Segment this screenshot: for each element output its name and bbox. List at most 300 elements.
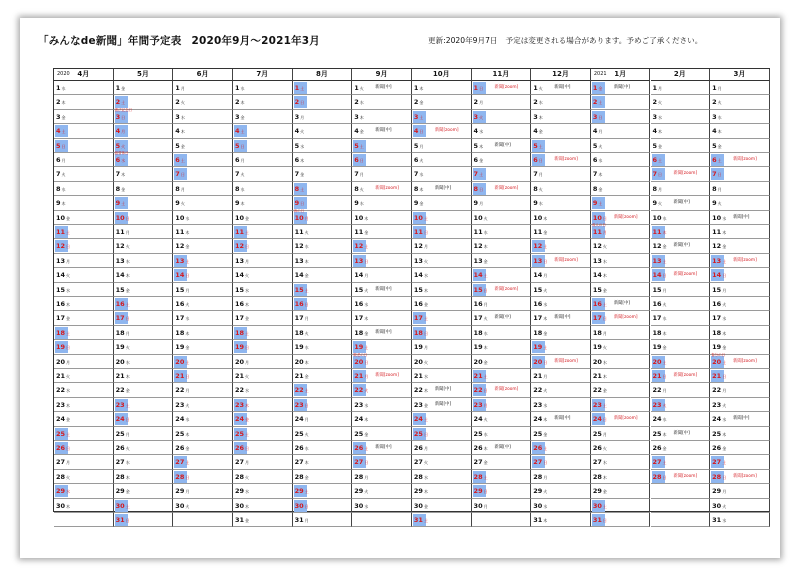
day-number: 7日 — [712, 170, 722, 179]
weekday-label: 日 — [66, 446, 71, 451]
weekday-label: 木 — [185, 431, 190, 437]
weekday-label: 月 — [244, 359, 249, 365]
holiday-name: 春分の日 — [711, 352, 726, 357]
day-number: 26土 — [354, 444, 369, 452]
weekday-label: 水 — [538, 201, 543, 207]
day-cell — [531, 355, 591, 369]
event-label: 新聞[中] — [554, 85, 571, 90]
weekday-label: 木 — [125, 374, 130, 379]
weekday-label: 金 — [304, 474, 309, 480]
weekday-label: 水 — [244, 489, 249, 495]
day-number: 18水 — [473, 328, 488, 337]
event-label: 新聞[zoom] — [673, 373, 698, 378]
holiday-name: 振替休日 — [114, 151, 129, 155]
weekday-label: 日 — [364, 460, 369, 466]
weekday-label: 水 — [185, 417, 190, 423]
weekday-label: 木 — [125, 474, 130, 480]
day-number: 14日 — [712, 271, 727, 280]
day-cell — [54, 239, 114, 253]
day-cell — [651, 139, 711, 153]
day-cell — [54, 441, 114, 455]
day-cell — [591, 513, 651, 527]
day-number: 12金 — [652, 242, 667, 251]
weekday-label: 日 — [364, 258, 369, 264]
weekday-label: 水 — [125, 359, 130, 365]
day-cell — [472, 513, 532, 527]
day-cell — [531, 110, 591, 124]
event-label: 新聞[zoom] — [733, 473, 757, 479]
weekday-label: 日 — [602, 518, 607, 523]
weekday-label: 日 — [423, 330, 428, 336]
weekday-label: 日 — [543, 258, 548, 264]
day-cell — [710, 254, 770, 268]
weekday-label: 日 — [244, 345, 249, 351]
day-number: 9火 — [652, 199, 663, 208]
day-number: 29土 — [294, 487, 309, 496]
day-number: 30火 — [175, 501, 190, 510]
day-cell — [352, 352, 412, 369]
day-number: 22水 — [56, 386, 71, 395]
day-number: 6日 — [354, 156, 364, 164]
day-cell — [54, 254, 114, 268]
weekday-label: 水 — [538, 100, 543, 106]
day-cell — [412, 499, 472, 513]
event-label: 新聞[zoom] — [375, 185, 399, 191]
update-note — [428, 35, 702, 46]
day-number: 11土 — [234, 228, 249, 236]
weekday-label: 月 — [658, 186, 663, 192]
day-cell — [710, 283, 770, 297]
weekday-label: 月 — [180, 186, 185, 192]
weekday-label: 月 — [419, 143, 424, 149]
day-cell — [54, 383, 114, 397]
day-number: 18木 — [175, 328, 190, 337]
day-cell — [710, 513, 770, 527]
day-cell — [233, 211, 293, 225]
weekday-label: 月 — [66, 258, 71, 264]
day-cell — [173, 139, 233, 153]
weekday-label: 火 — [180, 201, 185, 207]
day-cell — [412, 124, 472, 138]
day-cell — [591, 268, 651, 282]
day-number: 27木 — [294, 458, 309, 467]
weekday-label: 月 — [598, 129, 603, 135]
weekday-label: 月 — [185, 388, 190, 394]
day-number: 4日 — [413, 127, 424, 136]
day-number: 22月 — [712, 386, 727, 395]
day-cell — [173, 225, 233, 239]
day-number: 8木 — [413, 184, 424, 193]
weekday-label: 土 — [717, 158, 722, 163]
day-cell — [173, 326, 233, 340]
weekday-label: 土 — [364, 345, 369, 351]
day-cell — [710, 153, 770, 167]
event-label: 新聞[中] — [554, 416, 571, 422]
weekday-label: 月 — [722, 489, 727, 495]
weekday-label: 木 — [543, 417, 548, 423]
day-cell — [591, 398, 651, 412]
day-cell — [651, 95, 711, 109]
day-cell — [412, 225, 472, 239]
event-label: 新聞[中] — [434, 401, 452, 407]
weekday-label: 金 — [658, 143, 663, 149]
day-number: 11木 — [175, 228, 190, 236]
weekday-label: 火 — [722, 302, 727, 307]
weekday-label: 土 — [121, 100, 126, 106]
day-cell — [591, 441, 651, 455]
day-number: 21木 — [592, 372, 607, 380]
day-cell — [173, 211, 233, 225]
day-cell — [173, 110, 233, 124]
weekday-label: 日 — [125, 316, 130, 322]
day-cell — [173, 484, 233, 498]
holiday-name: 敬老の日 — [353, 352, 368, 357]
day-number: 12水 — [294, 242, 309, 251]
day-number: 13土 — [652, 256, 667, 265]
day-cell — [710, 455, 770, 469]
day-number: 27日 — [533, 458, 548, 467]
weekday-label: 土 — [419, 114, 424, 120]
day-cell — [472, 196, 532, 210]
weekday-label: 月 — [722, 287, 727, 293]
day-cell — [293, 95, 353, 109]
day-number: 19木 — [473, 343, 488, 352]
day-cell — [173, 167, 233, 181]
weekday-label: 月 — [602, 330, 607, 336]
day-number: 11月 — [592, 228, 607, 236]
day-number: 25月 — [592, 429, 607, 438]
day-number: 13土 — [712, 256, 727, 265]
weekday-label: 月 — [364, 374, 369, 379]
day-number: 11金 — [354, 228, 369, 236]
day-cell — [293, 499, 353, 513]
day-cell — [531, 383, 591, 397]
day-cell — [591, 81, 651, 95]
weekday-label: 木 — [483, 446, 488, 451]
day-number: 11木 — [712, 228, 727, 236]
day-cell — [651, 412, 711, 426]
day-number: 14月 — [354, 271, 369, 280]
day-number: 23土 — [592, 400, 607, 409]
day-number: 12金 — [175, 242, 190, 251]
day-number: 21日 — [652, 372, 667, 380]
weekday-label: 土 — [658, 158, 663, 163]
weekday-label: 土 — [125, 402, 130, 408]
day-number: 6土 — [712, 156, 722, 164]
day-cell — [233, 499, 293, 513]
day-number: 24日 — [115, 415, 130, 424]
day-cell — [293, 427, 353, 441]
weekday-label: 金 — [598, 186, 603, 192]
day-number: 13日 — [354, 256, 369, 265]
day-number: 6水 — [592, 156, 603, 164]
event-label: 新聞[中] — [673, 243, 690, 249]
day-number: 13木 — [294, 256, 309, 265]
day-cell — [293, 239, 353, 253]
day-cell — [54, 340, 114, 354]
month-label: 3月 — [733, 70, 746, 78]
day-cell — [710, 196, 770, 210]
weekday-label: 金 — [364, 230, 369, 235]
day-cell — [591, 311, 651, 325]
day-cell — [114, 107, 174, 124]
day-number: 3水 — [175, 112, 185, 121]
weekday-label: 土 — [180, 158, 185, 163]
day-number: 28木 — [115, 472, 130, 481]
day-cell — [293, 110, 353, 124]
day-cell — [233, 153, 293, 167]
weekday-label: 金 — [304, 374, 309, 379]
weekday-label: 土 — [423, 417, 428, 423]
day-cell — [54, 124, 114, 138]
day-cell — [531, 153, 591, 167]
weekday-label: 金 — [121, 86, 126, 91]
day-number: 26火 — [115, 444, 130, 452]
day-cell — [352, 268, 412, 282]
day-number: 26木 — [473, 444, 488, 452]
weekday-label: 木 — [483, 345, 488, 351]
day-cell — [114, 441, 174, 455]
weekday-label: 月 — [543, 474, 548, 480]
weekday-label: 火 — [300, 129, 305, 135]
day-number: 19火 — [115, 343, 130, 352]
weekday-label: 火 — [185, 402, 190, 408]
day-number: 15月 — [712, 285, 727, 294]
day-cell — [531, 182, 591, 196]
weekday-label: 金 — [419, 100, 424, 106]
day-cell — [710, 225, 770, 239]
day-number: 17火 — [473, 314, 488, 323]
weekday-label: 月 — [543, 273, 548, 279]
day-cell — [591, 470, 651, 484]
day-cell — [293, 167, 353, 181]
day-number: 15水 — [234, 285, 249, 294]
day-number: 1水 — [234, 84, 245, 92]
day-cell — [114, 182, 174, 196]
day-number: 10日 — [592, 213, 607, 222]
day-number: 7月 — [354, 170, 364, 179]
weekday-label: 日 — [180, 172, 185, 178]
day-cell — [412, 441, 472, 455]
day-cell — [651, 441, 711, 455]
day-cell — [412, 513, 472, 527]
day-number: 2水 — [533, 98, 543, 107]
weekday-label: 月 — [66, 359, 71, 365]
day-cell — [352, 239, 412, 253]
day-cell — [472, 470, 532, 484]
day-cell — [591, 484, 651, 498]
page-title — [38, 33, 320, 48]
day-number: 8金 — [592, 184, 603, 193]
weekday-label: 木 — [543, 215, 548, 221]
day-number: 17水 — [175, 314, 190, 323]
weekday-label: 木 — [722, 330, 727, 336]
day-number: 11土 — [56, 228, 71, 236]
month-header — [54, 69, 114, 81]
weekday-label: 金 — [185, 244, 190, 250]
day-number: 14木 — [592, 271, 607, 280]
weekday-label: 土 — [722, 359, 727, 365]
day-number: 31日 — [592, 516, 607, 524]
weekday-label: 月 — [304, 417, 309, 423]
day-cell — [531, 196, 591, 210]
day-cell — [54, 153, 114, 167]
day-number: 28金 — [294, 472, 309, 481]
weekday-label: 土 — [662, 258, 667, 264]
day-cell — [54, 297, 114, 311]
event-label: 新聞[zoom] — [613, 315, 638, 321]
day-cell — [412, 383, 472, 397]
day-cell — [531, 268, 591, 282]
weekday-label: 土 — [300, 86, 305, 91]
weekday-label: 木 — [66, 503, 71, 509]
weekday-label: 火 — [662, 302, 667, 307]
weekday-label: 月 — [479, 201, 484, 207]
event-label: 新聞[zoom] — [494, 387, 519, 393]
weekday-label: 月 — [244, 258, 249, 264]
weekday-label: 火 — [662, 402, 667, 408]
weekday-label: 金 — [240, 114, 245, 120]
day-cell — [352, 441, 412, 455]
event-label: 新聞[zoom] — [554, 157, 578, 162]
day-number: 7木 — [592, 170, 603, 179]
day-number: 17日 — [592, 314, 607, 323]
month-label: 4月 — [77, 70, 90, 78]
day-number: 29木 — [413, 487, 428, 496]
weekday-label: 金 — [419, 201, 424, 207]
day-cell — [54, 139, 114, 153]
day-number: 5金 — [652, 141, 663, 150]
day-number: 13金 — [473, 256, 488, 265]
weekday-label: 金 — [364, 431, 369, 437]
month-header — [412, 69, 472, 81]
day-cell — [233, 311, 293, 325]
day-number: 3水 — [652, 112, 663, 121]
day-number: 13日 — [533, 256, 548, 265]
day-cell — [352, 383, 412, 397]
month-label: 12月 — [552, 70, 569, 78]
weekday-label: 水 — [61, 86, 66, 91]
day-cell — [472, 254, 532, 268]
day-number: 21日 — [175, 372, 190, 380]
weekday-label: 木 — [658, 129, 663, 135]
day-cell — [531, 499, 591, 513]
day-number: 22土 — [294, 386, 309, 395]
day-number: 14日 — [652, 271, 667, 280]
day-cell — [352, 326, 412, 340]
weekday-label: 日 — [244, 446, 249, 451]
day-number: 7火 — [234, 170, 245, 179]
day-cell — [531, 369, 591, 383]
weekday-label: 月 — [121, 129, 126, 135]
weekday-label: 火 — [543, 388, 548, 394]
day-cell — [114, 283, 174, 297]
day-cell — [591, 196, 651, 210]
weekday-label: 月 — [479, 100, 484, 106]
day-cell — [531, 427, 591, 441]
holiday-name: 海の日 — [293, 208, 305, 213]
day-number: 31木 — [533, 516, 548, 524]
weekday-label: 日 — [185, 273, 190, 279]
day-cell — [293, 124, 353, 138]
month-header — [233, 69, 293, 81]
day-cell — [352, 311, 412, 325]
weekday-label: 金 — [602, 388, 607, 394]
month-label: 1月 — [614, 70, 627, 78]
weekday-label: 木 — [662, 230, 667, 235]
weekday-label: 金 — [717, 143, 722, 149]
day-number: 15日 — [473, 285, 488, 294]
day-cell — [531, 412, 591, 426]
day-number: 9木 — [56, 199, 66, 208]
day-number: 8土 — [294, 184, 305, 193]
day-number: 17水 — [712, 314, 727, 323]
weekday-label: 月 — [717, 186, 722, 192]
weekday-label: 日 — [304, 302, 309, 307]
day-cell — [293, 208, 353, 225]
weekday-label: 水 — [359, 100, 364, 106]
weekday-label: 水 — [359, 201, 364, 207]
weekday-label: 日 — [538, 158, 543, 163]
day-cell — [531, 441, 591, 455]
day-cell — [173, 412, 233, 426]
weekday-label: 木 — [602, 374, 607, 379]
day-number: 30日 — [294, 501, 309, 510]
weekday-label: 日 — [722, 474, 727, 480]
weekday-label: 木 — [180, 129, 185, 135]
weekday-label: 土 — [125, 503, 130, 509]
day-number: 30金 — [413, 501, 428, 510]
weekday-label: 日 — [304, 402, 309, 408]
weekday-label: 土 — [423, 316, 428, 322]
day-number: 28水 — [413, 472, 428, 481]
day-cell — [352, 412, 412, 426]
weekday-label: 月 — [483, 302, 488, 307]
event-label: 新聞[zoom] — [733, 157, 757, 162]
weekday-label: 金 — [423, 302, 428, 307]
day-cell — [233, 398, 293, 412]
day-cell — [651, 254, 711, 268]
day-number: 3木 — [533, 112, 543, 121]
weekday-label: 水 — [722, 316, 727, 322]
day-number: 20水 — [592, 357, 607, 366]
day-cell — [472, 412, 532, 426]
day-cell — [114, 196, 174, 210]
weekday-label: 日 — [125, 215, 130, 221]
day-cell — [710, 124, 770, 138]
day-number: 18金 — [354, 328, 369, 337]
weekday-label: 金 — [66, 417, 71, 423]
day-number: 6日 — [533, 156, 543, 164]
day-number: 16土 — [592, 300, 607, 308]
event-label: 新聞[中] — [375, 445, 392, 450]
day-cell — [54, 225, 114, 239]
day-number: 10水 — [712, 213, 727, 222]
weekday-label: 土 — [543, 446, 548, 451]
weekday-label: 金 — [364, 330, 369, 336]
day-number: 9土 — [115, 199, 126, 208]
day-cell — [412, 211, 472, 225]
day-cell — [591, 239, 651, 253]
weekday-label: 火 — [185, 503, 190, 509]
day-number: 10日 — [115, 213, 130, 222]
weekday-label: 日 — [717, 172, 722, 178]
day-number: 6月 — [234, 156, 245, 164]
day-number: 28日 — [175, 472, 190, 481]
event-label: 新聞[zoom] — [554, 358, 578, 364]
day-number: 29水 — [234, 487, 249, 496]
day-cell — [412, 182, 472, 196]
